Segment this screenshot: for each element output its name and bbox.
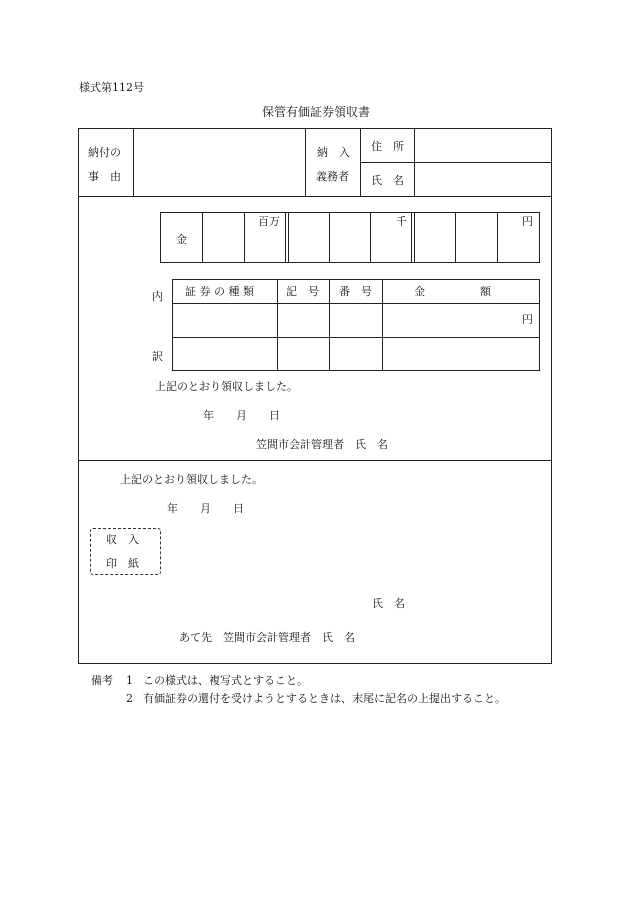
header-bottom-line xyxy=(78,196,552,197)
reason-field[interactable] xyxy=(134,129,304,195)
payer-label-2: 義務者 xyxy=(316,170,349,183)
lower-name-label: 氏 名 xyxy=(372,597,405,610)
lower-receipt-text: 上記のとおり領収しました。 xyxy=(120,473,263,486)
address-label: 住 所 xyxy=(371,140,404,153)
breakdown-side-top: 内 xyxy=(152,290,163,303)
stamp-label-2: 印 紙 xyxy=(106,557,139,570)
note-2-number: 2 xyxy=(126,692,133,705)
form-title: 保管有価証券領収書 xyxy=(262,105,371,119)
header-divider-2 xyxy=(305,128,306,196)
breakdown-entry-rows[interactable] xyxy=(173,304,539,370)
addressee-line: あて先 笠間市会計管理者 氏 名 xyxy=(179,631,355,644)
amount-kin-label: 金 xyxy=(176,233,187,246)
upper-receipt-signer: 笠間市会計管理者 氏 名 xyxy=(256,438,388,451)
note-1-number: 1 xyxy=(126,674,133,687)
column-header-symbol: 記 号 xyxy=(286,285,319,298)
form-frame xyxy=(78,128,552,664)
section-divider xyxy=(78,460,552,461)
unit-million-label: 百万 xyxy=(258,215,280,228)
address-field[interactable] xyxy=(415,129,551,162)
form-number: 様式第112号 xyxy=(79,81,144,94)
upper-receipt-date: 年 月 日 xyxy=(203,409,280,422)
reason-label-1: 納付の xyxy=(88,146,121,159)
note-1-text: この様式は、複写式とすること。 xyxy=(143,674,308,687)
upper-receipt-text: 上記のとおり領収しました。 xyxy=(155,380,298,393)
name-label: 氏 名 xyxy=(371,174,404,187)
lower-receipt-date: 年 月 日 xyxy=(167,502,244,515)
column-header-amount: 金 額 xyxy=(414,285,491,298)
payer-name-field[interactable] xyxy=(415,163,551,196)
payer-label-1: 納 入 xyxy=(317,146,350,159)
unit-yen-label: 円 xyxy=(522,215,533,228)
notes-label: 備考 xyxy=(91,674,113,687)
note-2-text: 有価証券の還付を受けようとするときは、末尾に記名の上提出すること。 xyxy=(143,692,506,705)
breakdown-yen-label: 円 xyxy=(522,313,533,326)
column-header-type: 証 券 の 種 類 xyxy=(185,285,254,298)
stamp-label-1: 収 入 xyxy=(106,533,139,546)
amount-digit-field[interactable] xyxy=(203,213,539,262)
reason-label-2: 事 由 xyxy=(88,170,121,183)
breakdown-side-bottom: 訳 xyxy=(152,350,163,363)
unit-thousand-label: 千 xyxy=(396,215,407,228)
column-header-number: 番 号 xyxy=(339,285,372,298)
